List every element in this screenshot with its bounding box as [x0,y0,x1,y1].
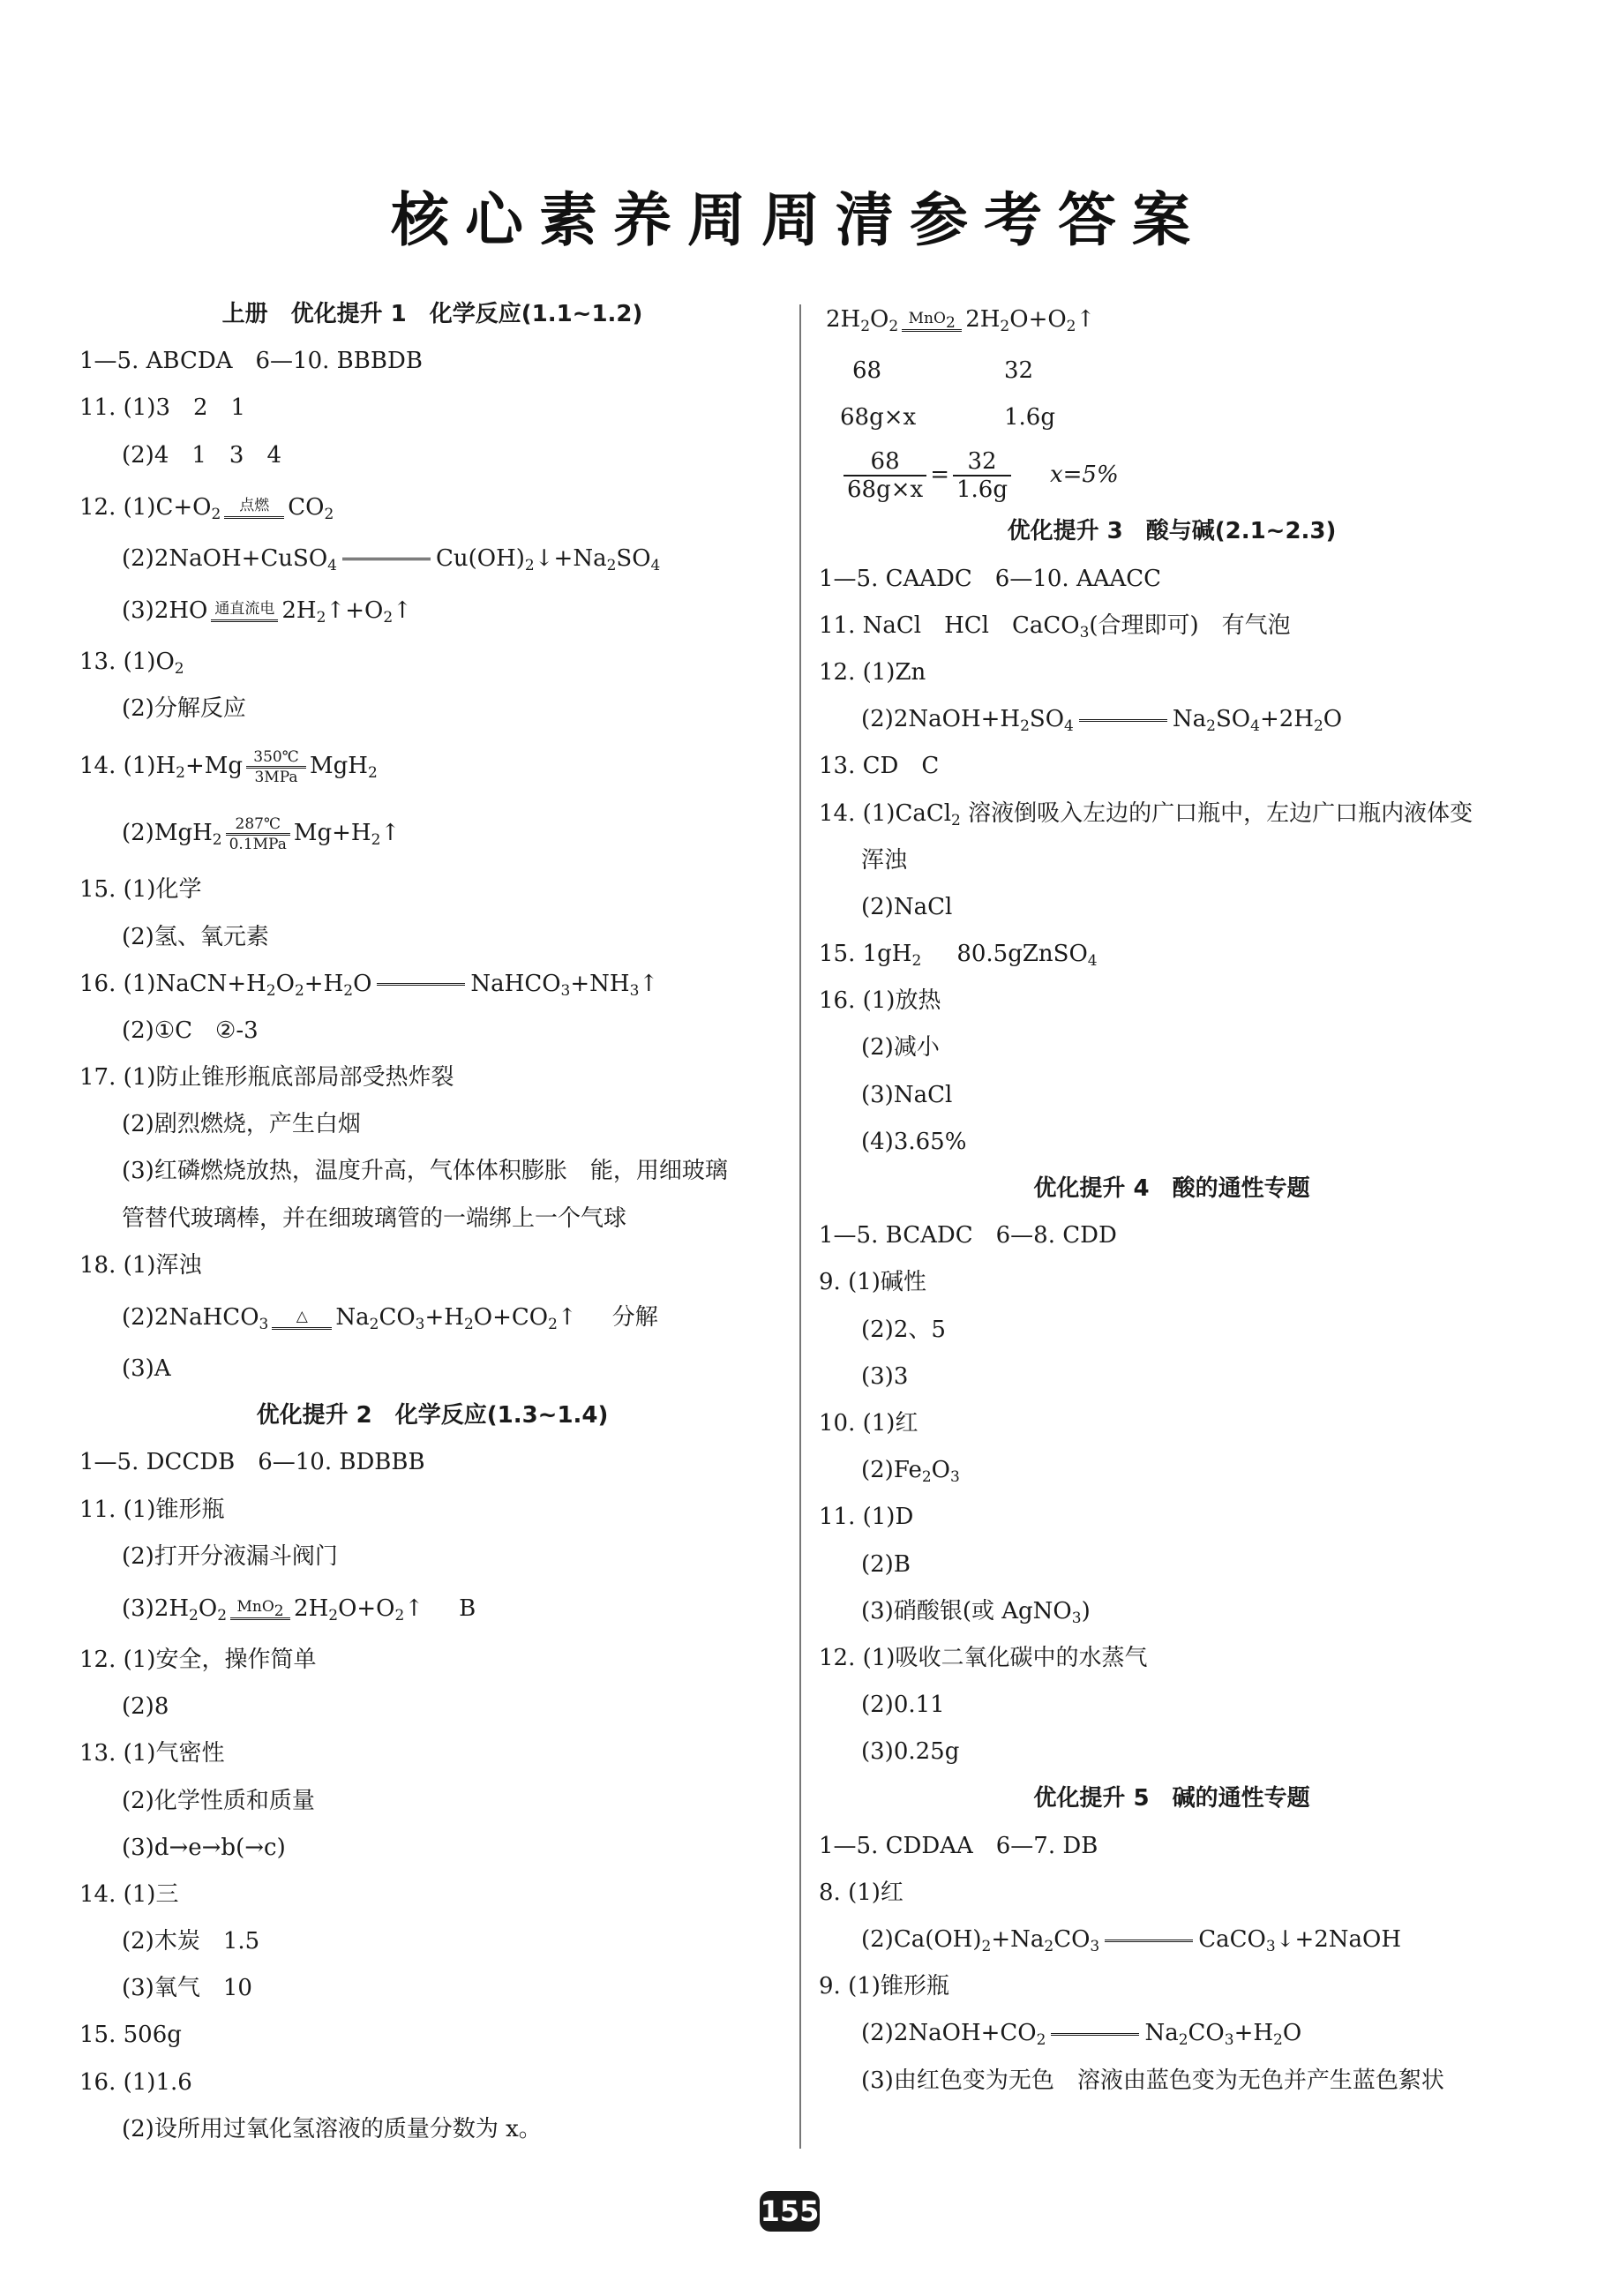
answer-line: (3)A [122,1355,171,1382]
answer-line: 12. (1)吸收二氧化碳中的水蒸气 [819,1644,1148,1671]
answer-line: 11. (1)3 2 1 [79,394,246,422]
answer-line: 浑浊 [861,846,908,874]
answer-line: (3)氧气 10 [122,1975,252,2002]
column-divider [799,304,801,2149]
section-heading-5: 优化提升 5 碱的通性专题 [1033,1785,1310,1812]
answer-line: 11. NaCl HCl CaCO$_3$(合理即可) 有气泡 [819,612,1291,642]
answer-line: (3)硝酸银(或 AgNO$_3$) [861,1597,1091,1627]
calc-line: 68g×x 1.6g [840,404,1055,431]
answer-line: 14. (1)三 [79,1880,179,1908]
answer-line: 8. (1)红 [819,1879,903,1906]
answer-line: 16. (1)1.6 [79,2068,192,2096]
answer-line: (3)NaCl [861,1081,953,1108]
answer-line: (2)木炭 1.5 [122,1928,260,1955]
equation-line: 14. $(1)H_2+Mg$ 350℃ 3MPa MgH$_2$ [79,747,378,786]
answer-line: 16. (1)放热 [819,987,941,1015]
answer-line: (2)0.11 [861,1692,945,1719]
answer-line: 18. (1)浑浊 [79,1251,202,1279]
answer-line: 10. (1)红 [819,1409,918,1437]
equation-line: $2H_2O_2$ MnO$_2$ $2H_2O+O_2↑$ [826,306,1096,335]
calc-fraction-line: $\frac{68}{68g\times x}$ = $\frac{32}{1.6g}$ x=5% [819,441,1525,508]
answer-line: (3)0.25g [861,1738,960,1766]
answer-line: (2)设所用过氧化氢溶液的质量分数为 x。 [122,2115,542,2142]
calc-line: 68 32 [852,357,1034,384]
answer-line: 13. $(1)O_2$ [79,648,184,678]
page-title: 核心素养周周清参考答案 [391,186,1206,254]
answer-line: 13. CD C [819,753,940,780]
answer-line: 11. (1)D [819,1504,914,1531]
answer-line: (3)红磷燃烧放热，温度升高，气体体积膨胀 能，用细玻璃 [122,1158,728,1185]
answer-line: 管替代玻璃棒，并在细玻璃管的一端绑上一个气球 [122,1204,627,1232]
answer-line: 12. (1)Zn [819,658,926,686]
answer-line: 15. 506g [79,2022,182,2049]
equation-line: $(3)2H_2O_2$ MnO$_2$ $2H_2O+O_2↑$ B [122,1594,476,1624]
section-heading-1: 上册 优化提升 1 化学反应(1.1~1.2) [221,301,643,327]
answer-line: (2)NaCl [861,893,953,920]
answer-line: (2)减小 [861,1034,940,1062]
answer-line: (2)8 [122,1693,169,1721]
equation-line: 12. $(1)C+O_2$ 点燃 $CO_2$ [79,493,334,523]
answer-line: 1—5. CDDAA 6—7. DB [819,1832,1098,1859]
answer-line: 13. (1)气密性 [79,1740,225,1767]
answer-line: 9. (1)锥形瓶 [819,1973,949,2000]
answer-line: 14. (1)CaCl$_2$ 溶液倒吸入左边的广口瓶中，左边广口瓶内液体变 [819,799,1473,829]
answer-line: (2)分解反应 [122,695,246,723]
answer-line: 1—5. ABCDA 6—10. BBBDB [79,348,423,375]
answer-line: (2)氢、氧元素 [122,923,269,950]
answer-line: 11. (1)锥形瓶 [79,1496,225,1523]
equation-line: $(2)2NaOH+H_2SO_4$ $Na_2SO_4+2H_2O$ [861,706,1343,736]
section-heading-3: 优化提升 3 酸与碱(2.1~2.3) [1007,518,1337,545]
answer-line: (2)剧烈燃烧，产生白烟 [122,1111,361,1138]
answer-line: 15. (1)化学 [79,876,202,904]
section-heading-2: 优化提升 2 化学反应(1.3~1.4) [256,1402,609,1429]
equation-line: (3)2HO 通直流电 $2H_2↑+O_2↑$ [122,597,412,627]
answer-line: (3)d→e→b(→c) [122,1834,286,1861]
answer-line: (3)3 [861,1362,909,1390]
answer-line: (4)3.65% [861,1128,967,1155]
answer-line: 17. (1)防止锥形瓶底部局部受热炸裂 [79,1064,454,1092]
equation-line: (2)MgH$_2$ 287℃ 0.1MPa $Mg+H_2↑$ [122,814,401,853]
answer-line: 15. $1gH_2$ 80.5gZnSO$_4$ [819,941,1098,971]
answer-line: (2)化学性质和质量 [122,1787,315,1814]
answer-line: (2)B [861,1550,911,1578]
answer-line: (2)打开分液漏斗阀门 [122,1542,338,1570]
equation-line: $(2)Ca(OH)_2+Na_2CO_3$ CaCO$_3$↓+2NaOH [861,1926,1402,1955]
answer-line: (2)①C ②-3 [122,1017,259,1044]
answer-line: $(2)Fe_2O_3$ [861,1457,960,1487]
answer-line: 9. (1)碱性 [819,1269,926,1296]
equation-line: (2)2NaHCO$_3$ △ $Na_2CO_3+H_2O+CO_2↑$ 分解 [122,1304,658,1333]
equation-line: 16. $(1)NaCN+H_2O_2+H_2O$ $NaHCO_3+NH_3↑$ [79,970,659,1000]
right-column [819,291,1525,2105]
left-column [79,291,785,2153]
answer-line: 1—5. CAADC 6—10. AAACC [819,565,1162,592]
section-heading-4: 优化提升 4 酸的通性专题 [1033,1175,1310,1202]
answer-line: (2)2、5 [861,1316,946,1343]
equation-line: (2)2NaOH+CuSO$_4$ $Cu(OH)_2↓+Na_2SO_4$ [122,544,661,574]
answer-line: 12. (1)安全，操作简单 [79,1646,317,1673]
page-number: 155 [760,2191,820,2232]
answer-line: (3)由红色变为无色 溶液由蓝色变为无色并产生蓝色絮状 [861,2067,1444,2094]
answer-line: 1—5. BCADC 6—8. CDD [819,1222,1117,1249]
equation-line: $(2)2NaOH+CO_2$ $Na_2CO_3+H_2O$ [861,2020,1302,2050]
answer-line: 1—5. DCCDB 6—10. BDBBB [79,1449,425,1476]
answer-line: (2)4 1 3 4 [122,441,281,469]
